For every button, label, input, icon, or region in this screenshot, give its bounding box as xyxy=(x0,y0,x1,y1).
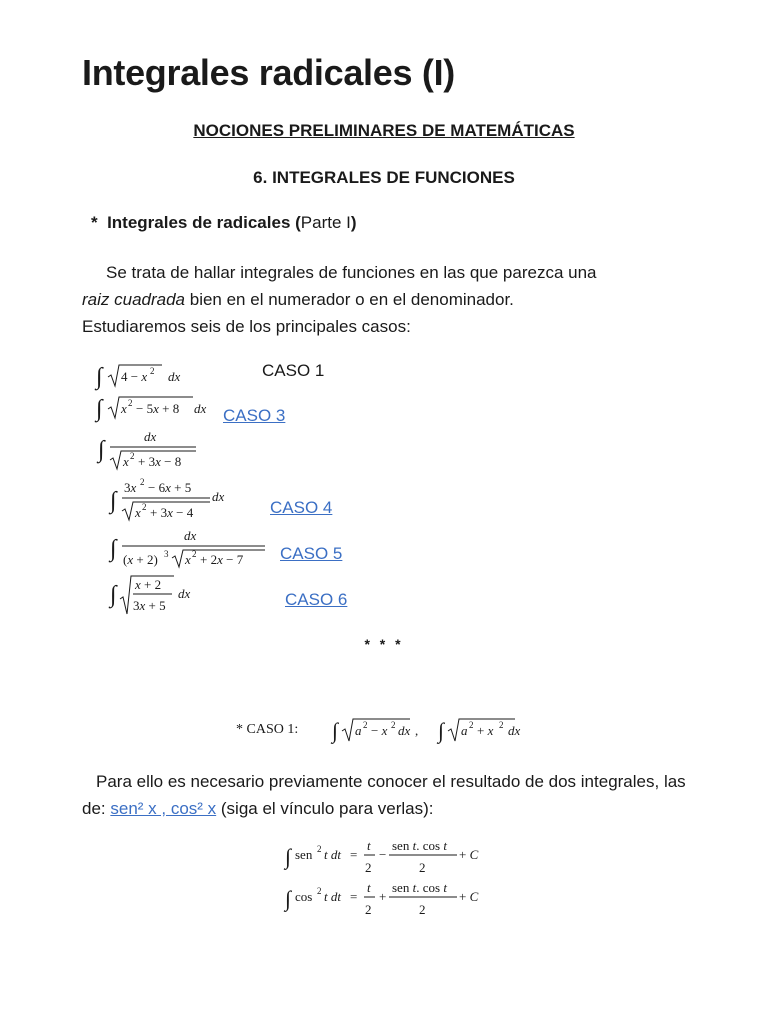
svg-text:− 5x + 8: − 5x + 8 xyxy=(136,401,180,416)
caso-3-link[interactable]: CASO 3 xyxy=(223,406,286,425)
bullet-marker: * xyxy=(91,213,98,232)
svg-text:∫: ∫ xyxy=(285,886,292,911)
formula-caso-6 xyxy=(110,572,210,618)
svg-text:∫: ∫ xyxy=(98,437,105,463)
svg-text:t dt: t dt xyxy=(324,889,341,904)
svg-text:(x + 2): (x + 2) xyxy=(123,552,158,567)
svg-text:∫: ∫ xyxy=(332,718,339,743)
svg-text:cos: cos xyxy=(295,889,313,904)
svg-text:t dt: t dt xyxy=(324,847,341,862)
svg-text:4 − x: 4 − x xyxy=(121,369,148,384)
section-heading: 6. INTEGRALES DE FUNCIONES xyxy=(253,168,515,187)
subtitle-heading: NOCIONES PRELIMINARES DE MATEMÁTICAS xyxy=(193,121,575,140)
svg-text:x: x xyxy=(135,505,141,520)
page-title: Integrales radicales (I) xyxy=(82,52,455,93)
section-separator: * * * xyxy=(364,636,404,652)
svg-text:∫: ∫ xyxy=(438,718,445,743)
svg-text:x: x xyxy=(123,454,129,469)
svg-text:∫: ∫ xyxy=(96,364,103,390)
svg-text:dx: dx xyxy=(184,528,197,543)
formula-caso-5 xyxy=(110,526,270,572)
svg-text:3x: 3x xyxy=(124,480,137,495)
svg-text:x + 2: x + 2 xyxy=(135,577,162,592)
svg-text:3x + 5: 3x + 5 xyxy=(133,598,166,613)
svg-text:∫: ∫ xyxy=(110,488,117,514)
intro-line-2 xyxy=(82,286,692,313)
sen-cos-paragraph xyxy=(82,768,692,822)
formula-caso-1-pair xyxy=(332,714,542,746)
formula-caso-2 xyxy=(98,427,208,473)
formula-cos2 xyxy=(285,878,495,922)
caso-4-link[interactable]: CASO 4 xyxy=(270,498,333,517)
formula-sen2 xyxy=(285,836,495,880)
svg-text:sen t. cos t: sen t. cos t xyxy=(392,880,447,895)
svg-text:sen t. cos t: sen t. cos t xyxy=(392,838,447,853)
svg-text:2: 2 xyxy=(365,860,372,875)
svg-text:x: x xyxy=(121,401,127,416)
caso-1-heading: * CASO 1: xyxy=(236,722,299,737)
formula-caso-3 xyxy=(96,392,221,424)
svg-text:2: 2 xyxy=(140,477,145,487)
svg-text:=: = xyxy=(350,847,358,862)
svg-text:2: 2 xyxy=(317,844,322,854)
svg-text:+ x: + x xyxy=(477,723,494,738)
svg-text:2: 2 xyxy=(142,502,147,512)
svg-text:dx: dx xyxy=(168,369,181,384)
bullet-heading xyxy=(91,213,357,233)
bullet-bold-text: Integrales de radicales ( xyxy=(107,213,301,232)
svg-text:dx: dx xyxy=(508,723,521,738)
svg-text:∫: ∫ xyxy=(285,844,292,869)
formula-caso-1 xyxy=(96,360,206,392)
svg-text:2: 2 xyxy=(363,720,368,730)
svg-text:x: x xyxy=(185,552,191,567)
para2-text-after: (siga el vínculo para verlas): xyxy=(216,799,434,818)
svg-text:2: 2 xyxy=(391,720,396,730)
svg-text:+ 3x − 4: + 3x − 4 xyxy=(150,505,194,520)
bullet-close: ) xyxy=(350,213,357,232)
svg-text:∫: ∫ xyxy=(110,582,117,608)
intro-line-1: Se trata de hallar integrales de funciones en las que parezca una xyxy=(106,263,597,282)
svg-text:,: , xyxy=(415,723,419,738)
svg-text:dx: dx xyxy=(144,429,157,444)
para2-text-before: Para ello es necesario previamente conocer el resultado de dos integrales, las de: xyxy=(82,772,686,818)
svg-text:t: t xyxy=(367,838,371,853)
svg-text:2: 2 xyxy=(419,860,426,875)
intro-line-2-rest: bien en el numerador o en el denominador. xyxy=(185,290,514,309)
intro-italic: raiz cuadrada xyxy=(82,290,186,309)
svg-text:2: 2 xyxy=(317,886,322,896)
svg-text:+ C: + C xyxy=(459,889,479,904)
svg-text:2: 2 xyxy=(469,720,474,730)
intro-line-3: Estudiaremos seis de los principales casos: xyxy=(82,317,411,336)
svg-text:2: 2 xyxy=(499,720,504,730)
svg-text:=: = xyxy=(350,889,358,904)
svg-text:2: 2 xyxy=(130,451,135,461)
svg-text:2: 2 xyxy=(365,902,372,917)
svg-text:2: 2 xyxy=(150,366,155,376)
intro-paragraph xyxy=(82,259,692,340)
svg-text:3: 3 xyxy=(164,549,169,559)
svg-text:dx: dx xyxy=(194,401,207,416)
caso-1-label: CASO 1 xyxy=(262,361,325,380)
svg-text:t: t xyxy=(367,880,371,895)
svg-text:−: − xyxy=(379,847,387,862)
bullet-normal-text: Parte I xyxy=(300,213,351,232)
svg-text:− x: − x xyxy=(371,723,388,738)
svg-text:+: + xyxy=(379,889,387,904)
svg-text:dx: dx xyxy=(398,723,411,738)
svg-text:a: a xyxy=(461,723,468,738)
svg-text:+ C: + C xyxy=(459,847,479,862)
formula-caso-4 xyxy=(110,478,235,524)
sen-cos-link[interactable]: sen² x , cos² x xyxy=(110,799,217,818)
svg-text:2: 2 xyxy=(128,398,133,408)
caso-5-link[interactable]: CASO 5 xyxy=(280,544,343,563)
svg-text:2: 2 xyxy=(419,902,426,917)
caso-6-link[interactable]: CASO 6 xyxy=(285,590,348,609)
svg-text:2: 2 xyxy=(192,549,197,559)
svg-text:∫: ∫ xyxy=(110,536,117,562)
svg-text:dx: dx xyxy=(178,586,191,601)
svg-text:sen: sen xyxy=(295,847,313,862)
svg-text:− 6x + 5: − 6x + 5 xyxy=(148,480,192,495)
svg-text:∫: ∫ xyxy=(96,396,103,422)
svg-text:+ 2x − 7: + 2x − 7 xyxy=(200,552,244,567)
svg-text:a: a xyxy=(355,723,362,738)
svg-text:+ 3x − 8: + 3x − 8 xyxy=(138,454,182,469)
svg-text:dx: dx xyxy=(212,489,225,504)
